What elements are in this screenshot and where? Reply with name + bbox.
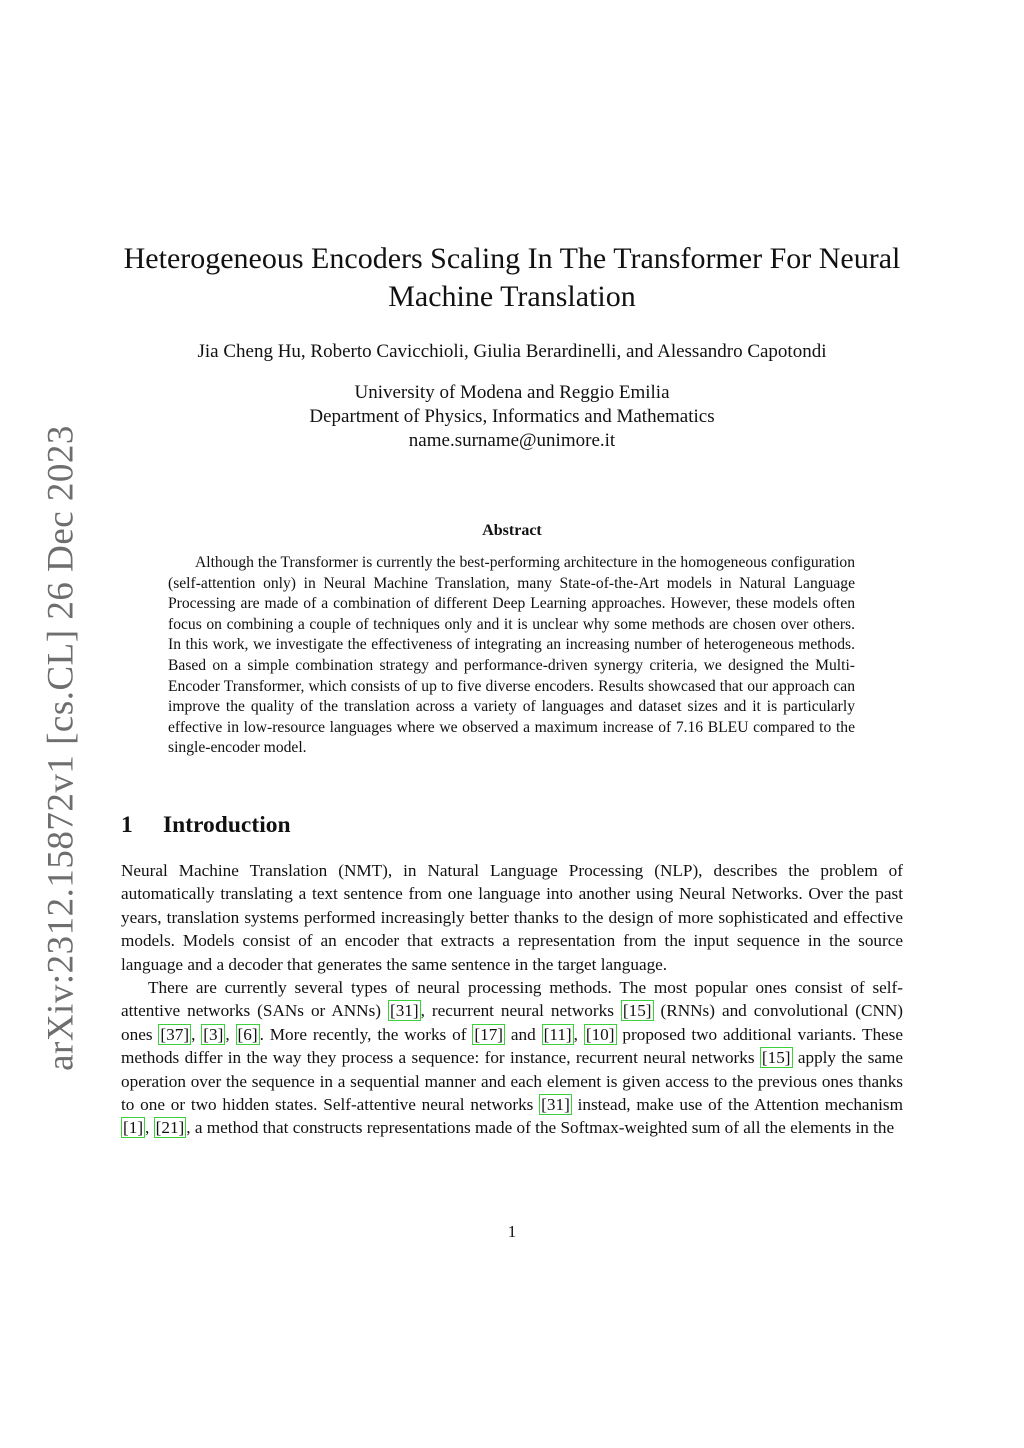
page-number: 1 [507,1222,517,1241]
affiliation-block [112,381,912,453]
intro-paragraph-2 [121,976,903,1140]
section-number: 1 [121,812,133,838]
introduction-body [121,859,903,1140]
citation-link[interactable]: [31] [389,1001,419,1021]
section-heading-introduction [121,810,721,840]
abstract-heading: Abstract [482,522,542,539]
intro-text-run: proposed two additional variants. These methods differ in the way they process a sequence: for instance, recurrent neural networks [121,1024,903,1068]
intro-text-run: , [225,1024,236,1044]
paper-title: Heterogeneous Encoders Scaling In The Transformer For Neural Machine Translation [123,242,901,313]
contact-email: name.surname@unimore.it [408,430,616,451]
citation-link[interactable]: [31] [541,1095,570,1115]
citation-link[interactable]: [15] [622,1001,652,1021]
intro-text-run: (RNNs) and convolutional (CNN) ones [121,1001,904,1044]
intro-text-run: apply the same operation over the sequence in a sequential manner and each element is given access to the previous ones thanks to one or two hidden states. Self-attentive neural networks [121,1048,904,1115]
intro-text-run: and [505,1024,542,1044]
intro-text-run: , [145,1118,154,1138]
citation-link[interactable]: [37] [160,1024,190,1044]
intro-text-run: There are currently several types of neural processing methods. The most popular ones consist of self-attentive networks (SANs or ANNs) [121,978,903,1021]
university-name: University of Modena and Reggio Emilia [354,382,670,403]
department-name: Department of Physics, Informatics and Mathematics [309,406,715,427]
citation-link[interactable]: [21] [155,1118,185,1138]
abstract-text: Although the Transformer is currently the best-performing architecture in the homogeneous configuration (self-attention only) in Neural Machine Translation, many State-of-the-Art models in Natural Language Processing are made of a combination of different Deep Learning approaches. However, these models often focus on combining a couple of techniques only and it is unclear why some methods are chosen over others. In this work, we investigate the effectiveness of integrating an increasing number of heterogeneous methods. Based on a simple combination strategy and performance-driven synergy criteria, we designed the Multi-Encoder Transformer, which consists of up to five diverse encoders. Results showcased that our approach can improve the quality of the translation across a variety of languages and dataset sizes and it is particularly effective in low-resource languages where we observed a maximum increase of 7.16 BLEU compared to the single-encoder model. [168,554,855,757]
citation-link[interactable]: [10] [585,1024,615,1044]
intro-text-run: , [191,1024,202,1044]
intro-text-run: , recurrent neural networks [420,1001,621,1021]
arxiv-identifier-stamp: arXiv:2312.15872v1 [cs.CL] 26 Dec 2023 [40,425,82,1071]
section-title: Introduction [163,812,291,838]
citation-link[interactable]: [15] [761,1048,791,1068]
citation-link[interactable]: [1] [123,1118,144,1138]
citation-link[interactable]: [6] [237,1024,258,1044]
intro-text-run: . More recently, the works of [259,1024,473,1044]
citation-link[interactable]: [3] [203,1024,224,1044]
citation-link[interactable]: [11] [543,1024,572,1044]
intro-paragraph-1: Neural Machine Translation (NMT), in Natural Language Processing (NLP), describes the problem of automatically translating a text sentence from one language into another using Neural Networks. Over the past years, translation systems performed increasingly better thanks to the design of more sophisticated and effective models. Models consist of an encoder that extracts a representation from the input sequence in the source language and a decoder that generates the same sentence in the target language. [121,861,903,974]
citation-link[interactable]: [17] [474,1024,504,1044]
intro-text-run: , [573,1024,584,1044]
intro-text-run: instead, make use of the Attention mechanism [571,1095,903,1115]
intro-text-run: , a method that constructs representations made of the Softmax-weighted sum of all the elements in the [186,1118,895,1138]
author-list: Jia Cheng Hu, Roberto Cavicchioli, Giulia Berardinelli, and Alessandro Capotondi [197,341,827,362]
